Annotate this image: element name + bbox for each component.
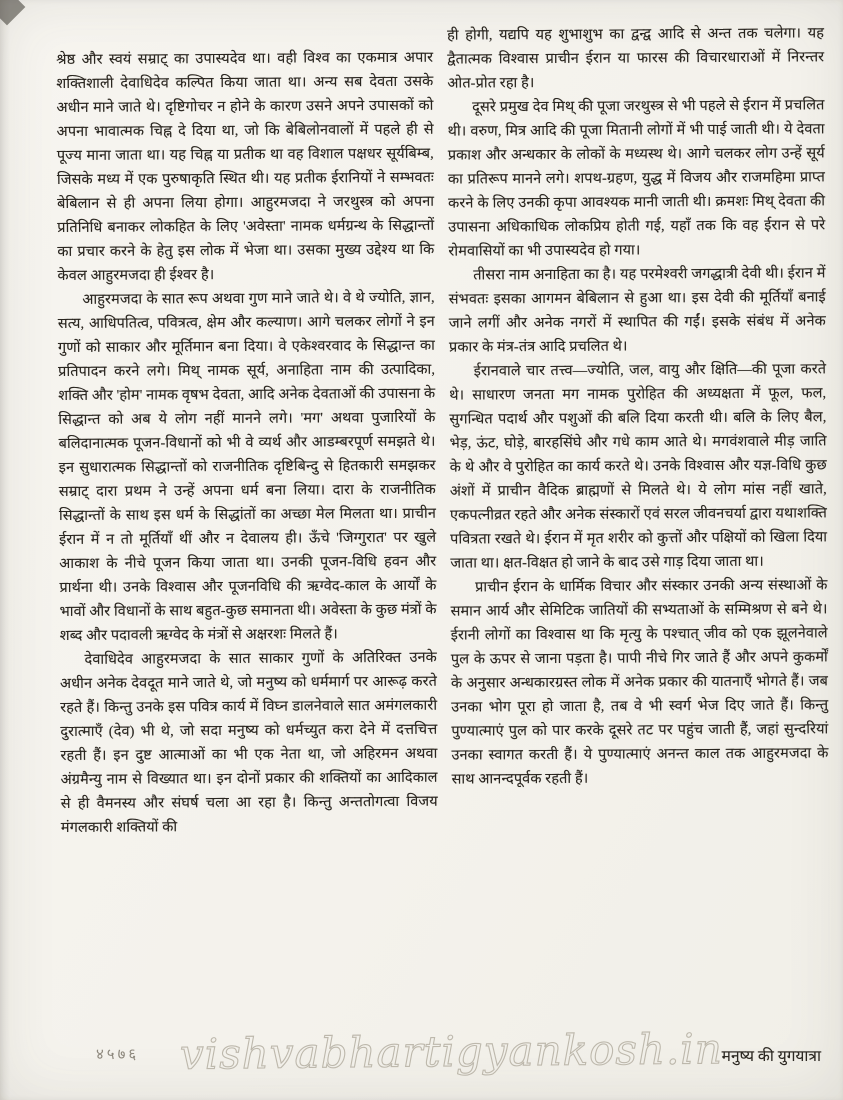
scan-edge-shadow [0, 0, 10, 1100]
paragraph: देवाधिदेव आहुरमजदा के सात साकार गुणों के अतिरिक्त उनके अधीन अनेक देवदूत माने जाते थे, जो मनुष्य को धर्ममार्ग पर आरूढ़ करते रहते हैं। किन्तु उनके इस पवित्र कार्य में विघ्न डालनेवाले सात अमंगलकारी दुरात्माएँ (देव) भी थे, जो सदा मनुष्य को धर्मच्युत करा देने में दत्तचित्त रहती हैं। इन दुष्ट आत्माओं का भी एक नेता था, जो अहिरमन अथवा अंग्रमैन्यु नाम से विख्यात था। इन दोनों प्रकार की शक्तियों का आदिकाल से ही वैमनस्य और संघर्ष चला आ रहा है। किन्तु अन्ततोगत्वा विजय मंगलकारी शक्तियों की [59, 649, 438, 836]
left-column [56, 24, 438, 840]
paragraph: दूसरे प्रमुख देव मिथ् की पूजा जरथुस्त्र से भी पहले से ईरान में प्रचलित थी। वरुण, मित्र आदि की पूजा मितानी लोगों में भी पाई जाती थी। ये देवता प्रकाश और अन्धकार के लोकों के मध्यस्थ थे। आगे चलकर लोग उन्हें सूर्य का प्रतिरूप मानने लगे। शपथ-ग्रहण, युद्ध में विजय और राजमहिमा प्राप्त करने के लिए उनकी कृपा आवश्यक मानी जाती थी। क्रमशः मिथ् देवता की उपासना अधिकाधिक लोकप्रिय होती गई, यहाँ तक कि वह ईरान से परे रोमवासियों का भी उपास्यदेव हो गया। [447, 97, 826, 260]
book-title: मनुष्य की युगयात्रा [721, 1048, 821, 1065]
watermark: vishvabhartigyankosh.in [179, 1024, 724, 1079]
paragraph: तीसरा नाम अनाहिता का है। यह परमेश्वरी जगद्धात्री देवी थी। ईरान में संभवतः इसका आगमन बेबिलान से हुआ था। इस देवी की मूर्तियाँ बनाई जाने लगीं और अनेक नगरों में स्थापित की गईं। इसके संबंध में अनेक प्रकार के मंत्र-तंत्र आदि प्रचलित थे। [448, 265, 826, 356]
text-columns [56, 21, 829, 840]
paragraph: ईरानवाले चार तत्त्व—ज्योति, जल, वायु और क्षिति—की पूजा करते थे। साधारण जनता मग नामक पुरोहित की अध्यक्षता में फूल, फल, सुगन्धित पदार्थ और पशुओं की बलि दिया करती थी। बलि के लिए बैल, भेड़, ऊंट, घोड़े, बारहसिंघे और गधे काम आते थे। मगवंशवाले मीड़ जाति के थे और वे पुरोहित का कार्य करते थे। उनके विश्वास और यज्ञ-विधि कुछ अंशों में प्राचीन वैदिक ब्राह्मणों से मिलते थे। ये लोग मांस नहीं खाते, एकपत्नीव्रत रहते और अनेक संस्कारों एवं सरल जीवनचर्या द्वारा यथाशक्ति पवित्रता रखते थे। ईरान में मृत शरीर को कुत्तों और पक्षियों को खिला दिया जाता था। क्षत-विक्षत हो जाने के बाद उसे गाड़ दिया जाता था। [449, 361, 828, 572]
page-number: ४५७६ [96, 1047, 140, 1063]
page-footer [0, 1026, 843, 1078]
paragraph: श्रेष्ठ और स्वयं सम्राट् का उपास्यदेव था। वही विश्व का एकमात्र अपार शक्तिशाली देवाधिदेव कल्पित किया जाता था। अन्य सब देवता उसके अधीन माने जाते थे। दृष्टिगोचर न होने के कारण उसने अपने उपासकों को अपना भावात्मक चिह्न दे दिया था, जो कि बेबिलोनवालों में पहले ही से पूज्य माना जाता था। यह चिह्न या प्रतीक था वह विशाल पक्षधर सूर्यबिम्ब, जिसके मध्य में एक पुरुषाकृति स्थित थी। यह प्रतीक ईरानियों ने सम्भवतः बेबिलान से ही अपना लिया होगा। आहुरमजदा ने जरथुस्त्र को अपना प्रतिनिधि बनाकर लोकहित के लिए 'अवेस्ता' नामक धर्मग्रन्थ के सिद्धान्तों का प्रचार करने के हेतु इस लोक में भेजा था। उसका मुख्य उद्देश्य था कि केवल आहुरमजदा ही ईश्वर है। [56, 49, 435, 284]
right-column [447, 21, 829, 837]
paragraph: ही होगी, यद्यपि यह शुभाशुभ का द्वन्द्व आदि से अन्त तक चलेगा। यह द्वैतात्मक विश्वास प्राचीन ईरान या फारस की विचारधाराओं में निरन्तर ओत-प्रोत रहा है। [447, 25, 825, 92]
paragraph: प्राचीन ईरान के धार्मिक विचार और संस्कार उनकी अन्य संस्थाओं के समान आर्य और सेमिटिक जातियों की सभ्यताओं के सम्मिश्रण से बने थे। ईरानी लोगों का विश्वास था कि मृत्यु के पश्चात् जीव को एक झूलनेवाले पुल के ऊपर से जाना पड़ता है। पापी नीचे गिर जाते हैं और अपने कुकर्मों के अनुसार अन्धकारग्रस्त लोक में अनेक प्रकार की यातनाएँ भोगते हैं। जब उनका भोग पूरा हो जाता है, तब वे भी स्वर्ग भेज दिए जाते हैं। किन्तु पुण्यात्माएं पुल को पार करके दूसरे तट पर पहुंच जाती हैं, जहां सुन्दरियां उनका स्वागत करती हैं। ये पुण्यात्माएं अनन्त काल तक आहुरमजदा के साथ आनन्दपूर्वक रहती हैं। [450, 577, 829, 788]
paragraph: आहुरमजदा के सात रूप अथवा गुण माने जाते थे। वे थे ज्योति, ज्ञान, सत्य, आधिपतित्व, पवित्रत्व, क्षेम और कल्याण। आगे चलकर लोगों ने इन गुणों को साकार और मूर्तिमान बना दिया। वे एकेश्वरवाद के सिद्धान्त का प्रतिपादन करने लगे। मिथ् नामक सूर्य, अनाहिता नाम की उत्पादिका, शक्ति और 'होम' नामक वृषभ देवता, आदि अनेक देवताओं की उपासना के सिद्धान्त को अब ये लोग नहीं मानने लगे। 'मग' अथवा पुजारियों के बलिदानात्मक पूजन-विधानों को भी वे व्यर्थ और आडम्बरपूर्ण समझते थे। इन सुधारात्मक सिद्धान्तों को राजनीतिक दृष्टिबिन्दु से हितकारी समझकर सम्राट् दारा प्रथम ने उन्हें अपना धर्म बना लिया। दारा के राजनीतिक सिद्धान्तों के साथ इस धर्म के सिद्धांतों का अच्छा मेल मिलता था। प्राचीन ईरान में न तो मूर्तियाँ थीं और न देवालय ही। ऊँचे 'जिग्गुरात' पर खुले आकाश के नीचे पूजन किया जाता था। उनकी पूजन-विधि हवन और प्रार्थना थी। उनके विश्वास और पूजनविधि की ऋग्वेद-काल के आर्यों के भावों और विधानों के साथ बहुत-कुछ समानता थी। अवेस्ता के कुछ मंत्रों के शब्द और पदावली ऋग्वेद के मंत्रों से अक्षरशः मिलते हैं। [57, 289, 437, 644]
